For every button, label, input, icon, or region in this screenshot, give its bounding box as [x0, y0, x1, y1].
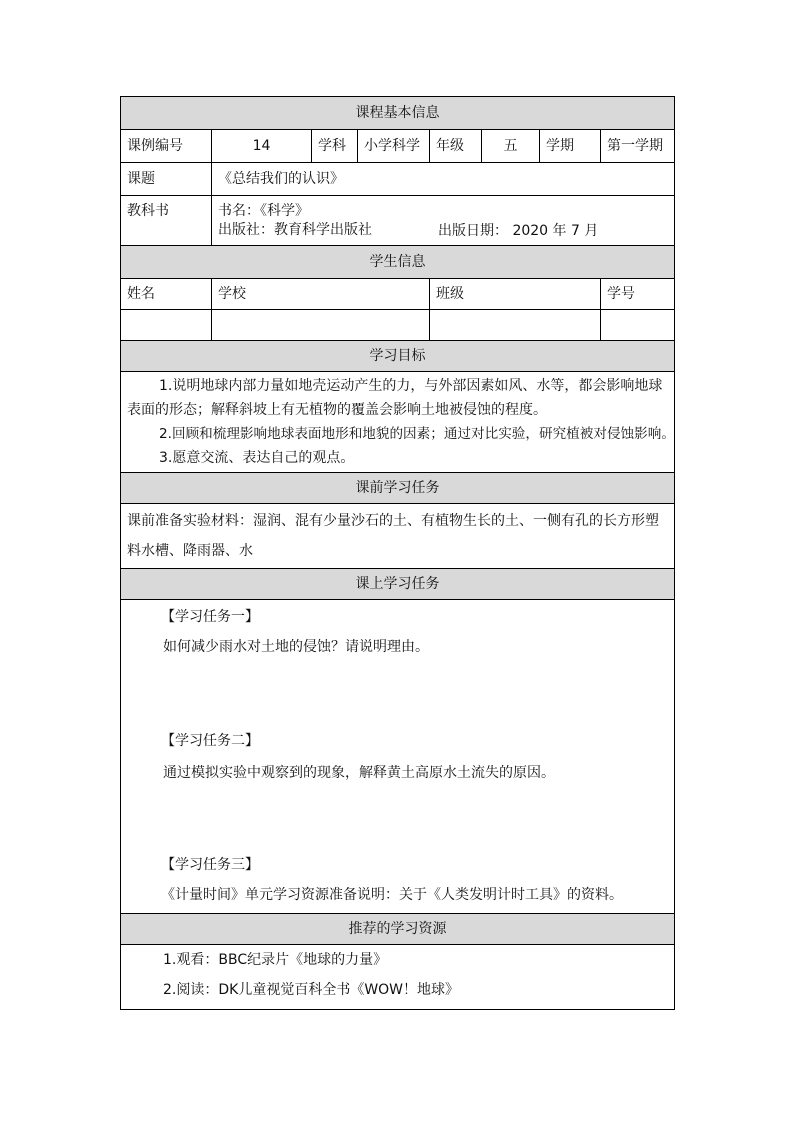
student-name-label: 姓名: [121, 279, 212, 310]
student-id-field[interactable]: [601, 310, 675, 341]
in-class-tasks: [121, 600, 675, 914]
resource-item-1: 1.观看：BBC纪录片《地球的力量》: [163, 952, 388, 968]
section-header-goals: 学习目标: [121, 341, 675, 372]
school-label: 学校: [212, 279, 430, 310]
subject-label: 学科: [312, 130, 358, 163]
student-id-label: 学号: [601, 279, 675, 310]
section-header-in-class: 课上学习任务: [121, 569, 675, 600]
class-label: 班级: [430, 279, 601, 310]
task-1-title: 【学习任务一】: [161, 609, 259, 625]
section-header-resources: 推荐的学习资源: [121, 914, 675, 945]
subject-value: 小学科学: [358, 130, 430, 163]
school-field[interactable]: [212, 310, 430, 341]
goal-item-3: 3.愿意交流、表达自己的观点。: [159, 450, 355, 466]
lesson-table: [120, 96, 675, 1010]
term-label: 学期: [540, 130, 601, 163]
textbook-info: [212, 196, 675, 246]
case-number-label: 课例编号: [121, 130, 212, 163]
section-header-student-info: 学生信息: [121, 246, 675, 279]
task-2-title: 【学习任务二】: [161, 733, 259, 749]
student-name-field[interactable]: [121, 310, 212, 341]
section-header-pre-class: 课前学习任务: [121, 473, 675, 504]
goal-item-1: 1.说明地球内部力量如地壳运动产生的力，与外部因素如风、水等，都会影响地球表面的形态；解释斜坡上有无植物的覆盖会影响土地被侵蚀的程度。: [127, 378, 663, 418]
goal-item-2: 2.回顾和梳理影响地球表面地形和地貌的因素；通过对比实验，研究植被对侵蚀影响。: [159, 426, 675, 442]
task-2-body: 通过模拟实验中观察到的现象，解释黄土高原水土流失的原因。: [163, 765, 555, 781]
textbook-label: 教科书: [121, 196, 212, 246]
class-field[interactable]: [430, 310, 601, 341]
publisher: 出版社：教育科学出版社: [218, 221, 372, 238]
resources-list: [121, 945, 675, 1010]
section-header-course-info: 课程基本信息: [121, 97, 675, 130]
lesson-form: [120, 96, 674, 1010]
grade-value: 五: [482, 130, 540, 163]
publish-date: 出版日期： 2020 年 7 月: [438, 223, 599, 240]
pre-class-text: 课前准备实验材料：湿润、混有少量沙石的土、有植物生长的土、一侧有孔的长方形塑料水槽、降雨器、水: [121, 504, 675, 569]
term-value: 第一学期: [601, 130, 675, 163]
task-3-body: 《计量时间》单元学习资源准备说明：关于《人类发明计时工具》的资料。: [161, 887, 623, 903]
case-number-value: 14: [212, 130, 312, 163]
book-name: 书名：《科学》: [218, 202, 309, 219]
resource-item-2: 2.阅读：DK儿童视觉百科全书《WOW！地球》: [163, 982, 460, 998]
grade-label: 年级: [430, 130, 482, 163]
topic-value: 《总结我们的认识》: [212, 163, 675, 196]
goals-list: [121, 372, 675, 473]
topic-label: 课题: [121, 163, 212, 196]
task-1-body: 如何减少雨水对土地的侵蚀？请说明理由。: [163, 639, 429, 655]
task-3-title: 【学习任务三】: [161, 857, 259, 873]
